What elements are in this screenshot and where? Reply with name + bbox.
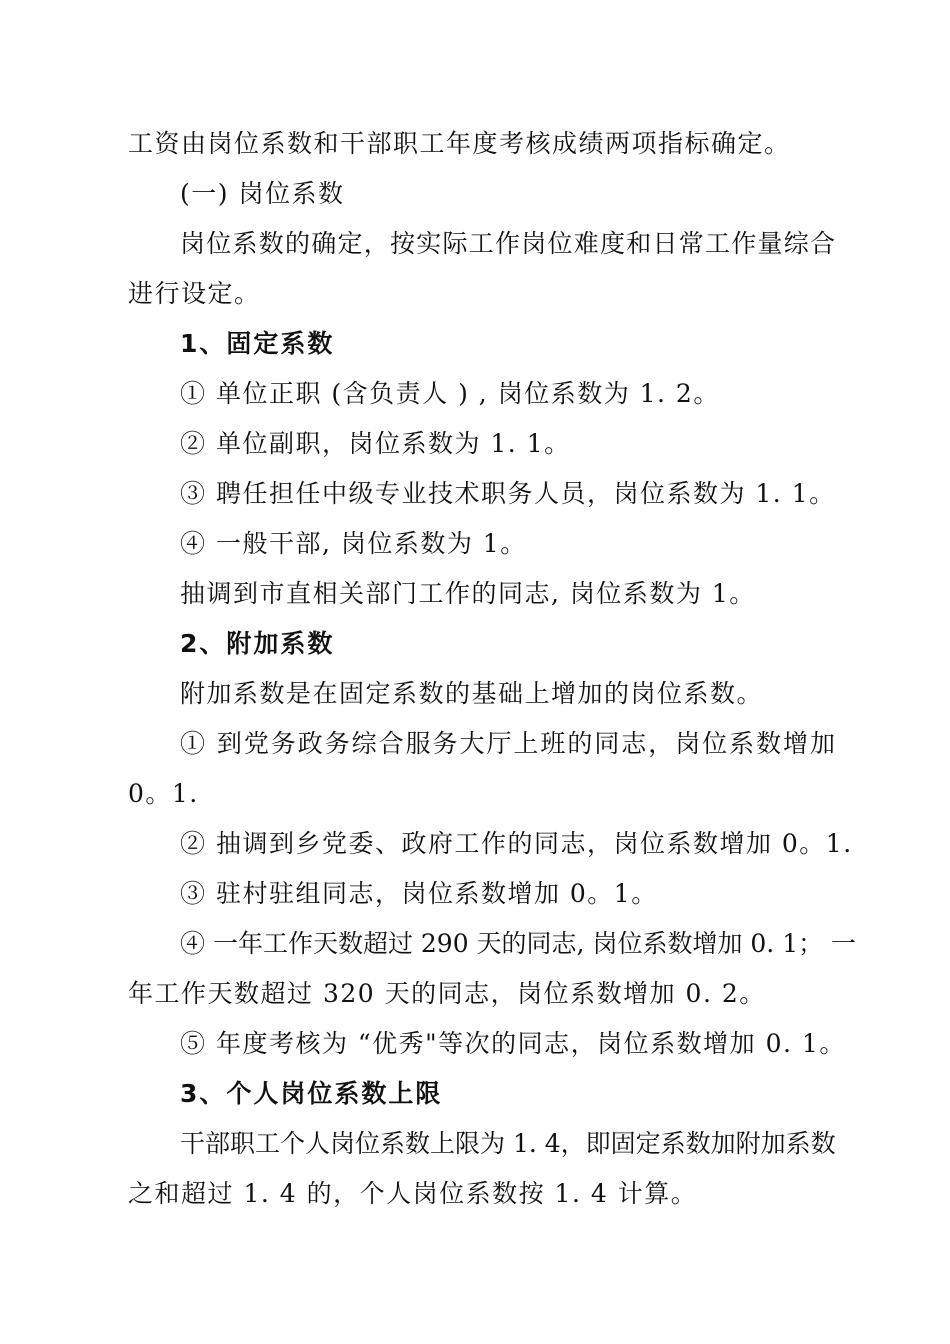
paragraph-line: 干部职工个人岗位系数上限为 1. 4，即固定系数加附加系数: [180, 1129, 836, 1158]
list-item: ② 单位副职，岗位系数为 1. 1。: [180, 429, 571, 458]
list-item: ② 抽调到乡党委、政府工作的同志，岗位系数增加 0。1.: [180, 829, 853, 858]
paragraph-line: 抽调到市直相关部门工作的同志, 岗位系数为 1。: [180, 579, 756, 608]
list-item-continuation: 年工作天数超过 320 天的同志，岗位系数增加 0. 2。: [128, 979, 766, 1008]
subsection-heading: 2、附加系数: [180, 629, 335, 658]
list-item: ① 单位正职 (含负责人 ) , 岗位系数为 1. 2。: [180, 379, 720, 408]
paragraph-line: 附加系数是在固定系数的基础上增加的岗位系数。: [180, 679, 764, 708]
subsection-heading: 3、个人岗位系数上限: [180, 1079, 443, 1108]
paragraph-line: 岗位系数的确定，按实际工作岗位难度和日常工作量综合: [180, 229, 835, 258]
paragraph-line: 进行设定。: [128, 279, 261, 308]
list-item: ③ 驻村驻组同志，岗位系数增加 0。1。: [180, 879, 658, 908]
list-item: ① 到党务政务综合服务大厅上班的同志，岗位系数增加: [180, 729, 835, 758]
subsection-heading: 1、固定系数: [180, 329, 335, 358]
paragraph-line: 之和超过 1. 4 的，个人岗位系数按 1. 4 计算。: [128, 1179, 698, 1208]
list-item: ⑤ 年度考核为 “优秀"等次的同志，岗位系数增加 0. 1。: [180, 1029, 846, 1058]
list-item: ④ 一年工作天数超过 290 天的同志, 岗位系数增加 0. 1； 一: [180, 929, 857, 958]
list-item-continuation: 0。1.: [128, 779, 199, 808]
section-heading: (一) 岗位系数: [180, 179, 345, 208]
list-item: ④ 一般干部, 岗位系数为 1。: [180, 529, 527, 558]
paragraph-line: 工资由岗位系数和干部职工年度考核成绩两项指标确定。: [128, 129, 791, 158]
list-item: ③ 聘任担任中级专业技术职务人员，岗位系数为 1. 1。: [180, 479, 836, 508]
